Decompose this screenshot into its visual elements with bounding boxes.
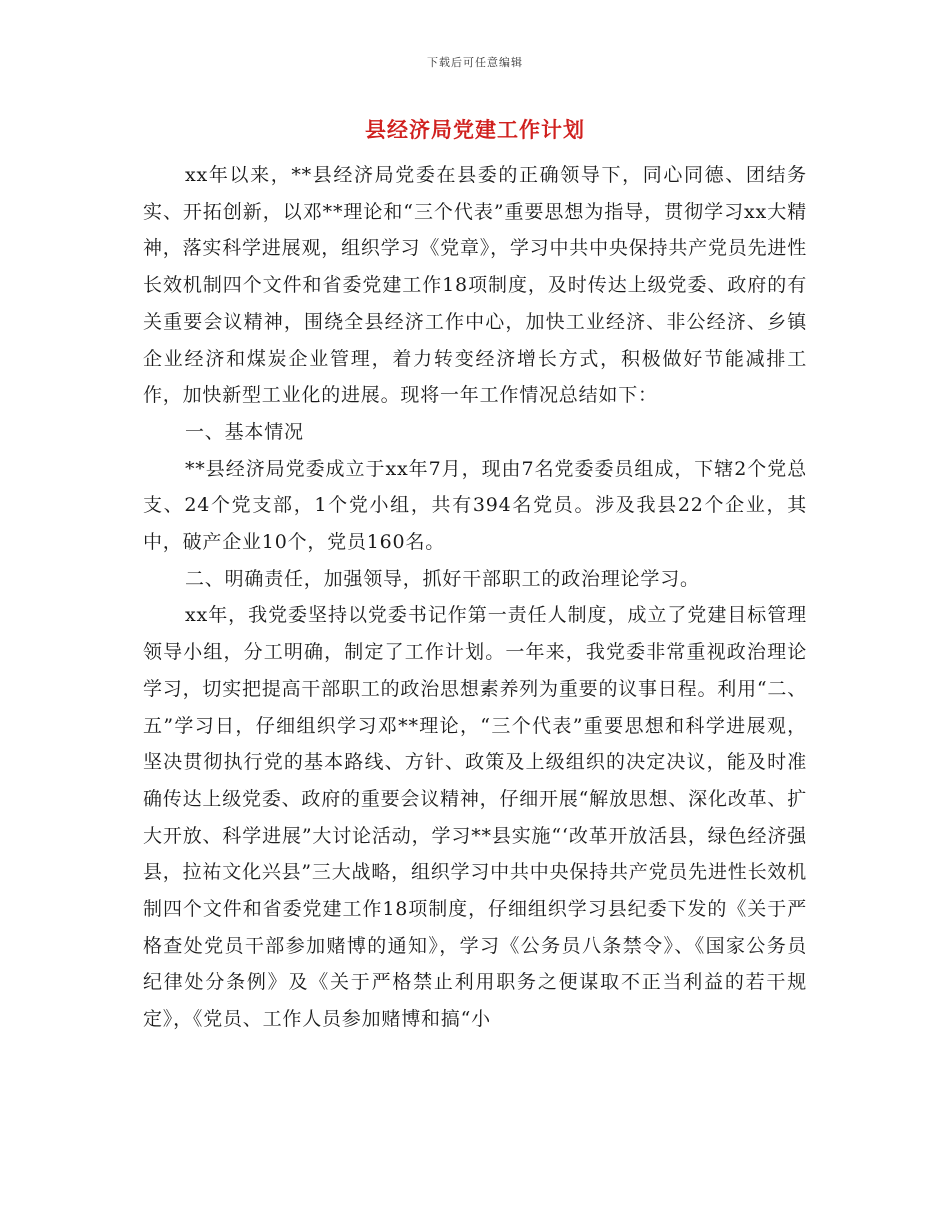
section-heading-basic-situation: 一、基本情况 — [185, 420, 304, 443]
paragraph-study: xx年，我党委坚持以党委书记作第一责任人制度，成立了党建目标管理领导小组，分工明确，制定了工作计划。一年来，我党委非常重视政治理论学习，切实把提高干部职工的政治思想素养列为重要的议事日程。利用“二、五”学习日，仔细组织学习邓**理论，“三个代表”重要思想和科学进展观，坚决贯彻执行党的基本路线、方针、政策及上级组织的决定决议，能及时准确传达上级党委、政府的重要会议精神，仔细开展“解放思想、深化改革、扩大开放、科学进展”大讨论活动，学习**县实施“‘改革开放活县，绿色经济强县，拉祐文化兴县”三大战略，组织学习中共中央保持共产党员先进性长效机制四个文件和省委党建工作18项制度，仔细组织学习县纪委下发的《关于严格查处党员干部参加赌博的通知》，学习《公务员八条禁令》、《国家公务员纪律处分条例》及《关于严格禁止利用职务之便谋取不正当利益的若干规定》，《党员、工作人员参加赌博和搞“小 — [143, 604, 807, 1031]
document-body — [143, 157, 807, 1038]
document-title: 县经济局党建工作计划 — [365, 117, 585, 142]
paragraph-intro: xx年以来，**县经济局党委在县委的正确领导下，同心同德、团结务实、开拓创新，以邓**理论和“三个代表”重要思想为指导，贯彻学习xx大精神，落实科学进展观，组织学习《党章》，学习中共中央保持共产党员先进性长效机制四个文件和省委党建工作18项制度，及时传达上级党委、政府的有关重要会议精神，围绕全县经济工作中心，加快工业经济、非公经济、乡镇企业经济和煤炭企业管理，着力转变经济增长方式，积极做好节能减排工作，加快新型工业化的进展。现将一年工作情况总结如下： — [143, 164, 807, 407]
header-note: 下载后可任意编辑 — [427, 56, 523, 69]
section-heading-responsibility: 二、明确责任，加强领导，抓好干部职工的政治理论学习。 — [185, 567, 700, 590]
paragraph-basic-situation: **县经济局党委成立于xx年7月，现由7名党委委员组成，下辖2个党总支、24个党支部，1个党小组，共有394名党员。涉及我县22个企业，其中，破产企业10个，党员160名。 — [143, 457, 807, 554]
